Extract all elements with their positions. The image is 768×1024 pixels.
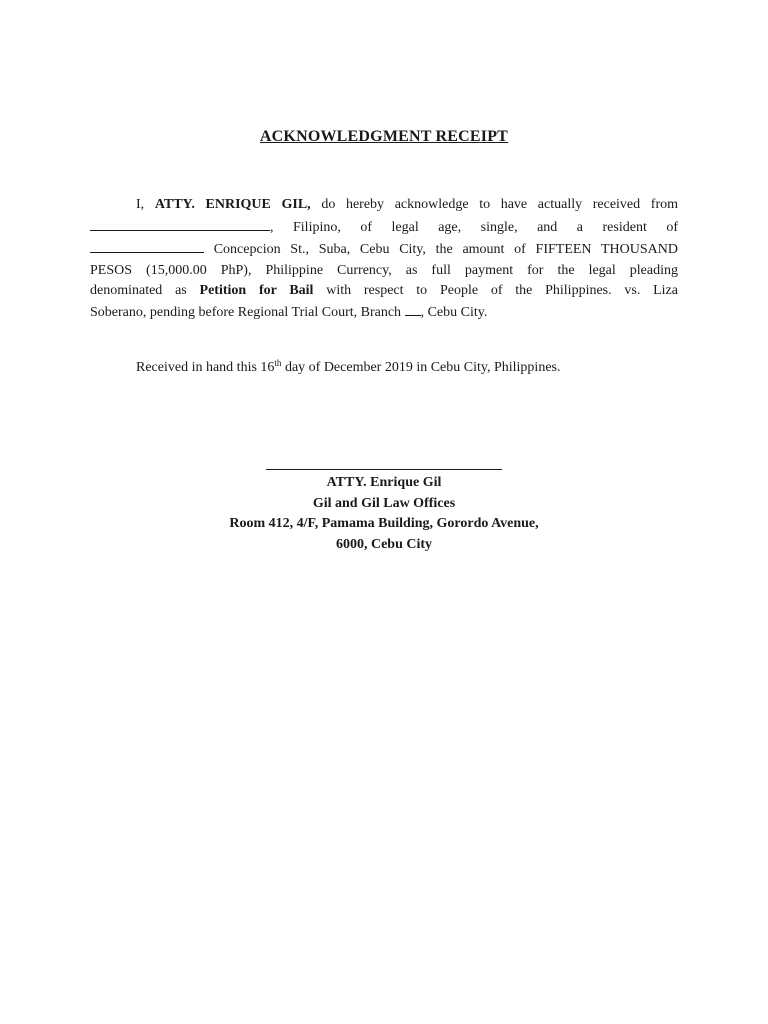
pleading-name-bold: Petition for Bail <box>199 283 314 299</box>
body-paragraph <box>90 195 678 324</box>
signatory-name: ATTY. Enrique Gil <box>326 475 442 490</box>
body-text: denominated as <box>90 283 200 299</box>
body-line-2 <box>90 216 678 239</box>
branch-blank <box>405 302 421 316</box>
body-line-6 <box>90 302 678 324</box>
body-text: do hereby acknowledge to have actually received from <box>310 197 678 212</box>
ordinal-suffix: th <box>274 358 282 368</box>
signature-block <box>0 473 768 555</box>
body-line-1 <box>90 195 678 216</box>
law-firm-name: Gil and Gil Law Offices <box>312 495 456 511</box>
body-line-3 <box>90 238 678 261</box>
address-blank <box>90 238 204 253</box>
document-title: ACKNOWLEDGMENT RECEIPT <box>259 128 509 145</box>
payer-name-blank <box>90 216 270 231</box>
received-text-rest: day of December 2019 in Cebu City, Philippines. <box>281 360 561 375</box>
body-text: Concepcion St., Suba, Cebu City, the amount of FIFTEEN THOUSAND <box>204 242 678 258</box>
firm-address-line-1: Room 412, 4/F, Pamama Building, Gorordo Avenue, <box>229 516 539 531</box>
body-text: I, <box>136 197 155 212</box>
body-text: with respect to People of the Philippines. vs. Liza <box>313 283 678 299</box>
body-text: Soberano, pending before Regional Trial Court, Branch <box>90 304 405 320</box>
body-text: , Cebu City. <box>420 304 488 320</box>
attorney-name-bold: ATTY. ENRIQUE GIL, <box>154 197 311 212</box>
body-line-4: PESOS (15,000.00 PhP), Philippine Currency, as full payment for the legal pleading <box>90 262 678 278</box>
signature-line <box>266 469 502 470</box>
received-statement <box>136 360 561 376</box>
received-text: Received in hand this 16 <box>136 360 275 375</box>
firm-address-line-2: 6000, Cebu City <box>335 536 433 552</box>
body-text: , Filipino, of legal age, single, and a resident of <box>270 219 678 235</box>
body-line-5 <box>90 281 678 302</box>
